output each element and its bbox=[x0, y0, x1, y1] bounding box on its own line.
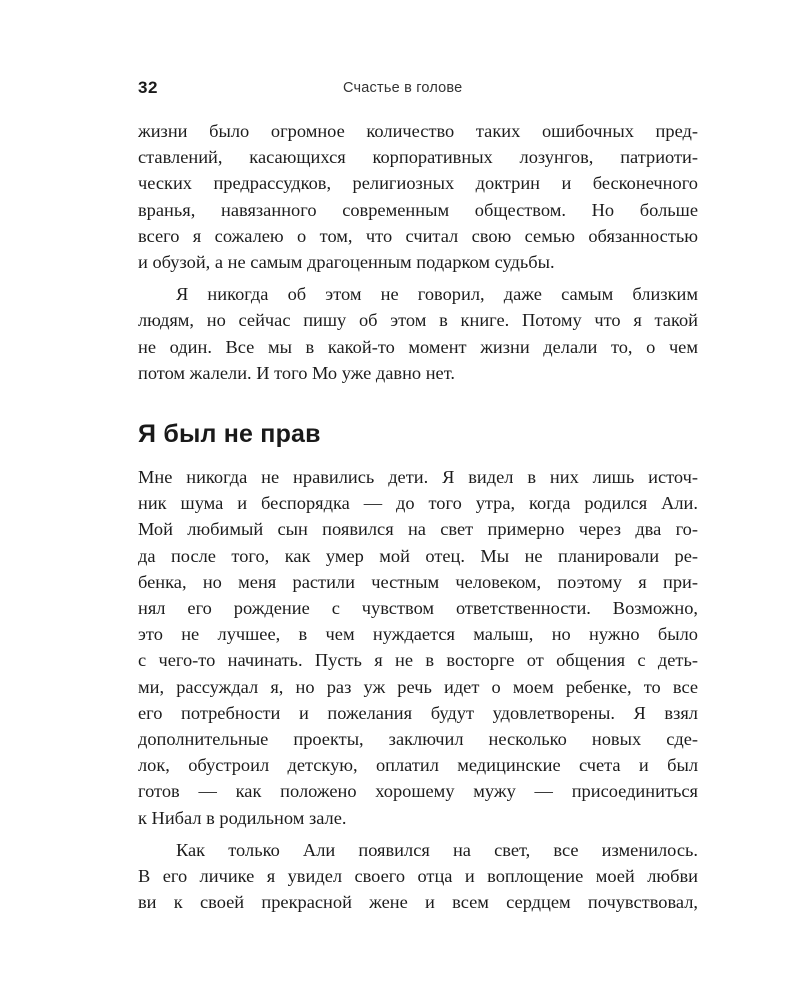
text-line: всего я сожалею о том, что считал свою семью обязанностью bbox=[138, 225, 698, 246]
running-header bbox=[138, 78, 698, 102]
paragraph-intro-2 bbox=[138, 281, 698, 386]
text-line: ческих предрассудков, религиозных доктрин и бесконечного bbox=[138, 173, 698, 194]
text-line: Мне никогда не нравились дети. Я видел в них лишь источ- bbox=[138, 467, 698, 487]
text-line: В его личике я увидел своего отца и воплощение моей любви bbox=[138, 866, 698, 887]
section-text-block bbox=[138, 464, 698, 915]
text-line: потом жалели. И того Мо уже давно нет. bbox=[138, 362, 455, 383]
text-line: дополнительные проекты, заключил несколько новых сде- bbox=[138, 729, 698, 750]
text-line: ви к своей прекрасной жене и всем сердцем почувствовал, bbox=[138, 892, 698, 913]
section-heading: Я был не прав bbox=[138, 420, 321, 448]
text-line: это не лучшее, в чем нуждается малыш, но нужно было bbox=[138, 624, 698, 645]
text-line: к Нибал в родильном зале. bbox=[138, 807, 347, 828]
text-line: и обузой, а не самым драгоценным подарком судьбы. bbox=[138, 252, 555, 273]
text-line: готов — как положено хорошему мужу — присоединиться bbox=[138, 781, 698, 802]
paragraph-intro-1 bbox=[138, 118, 698, 275]
text-line: ник шума и беспорядка — до того утра, когда родился Али. bbox=[138, 493, 698, 514]
text-line: жизни было огромное количество таких ошибочных пред- bbox=[138, 121, 698, 141]
text-line: не один. Все мы в какой-то момент жизни делали то, о чем bbox=[138, 336, 698, 357]
text-line: нял его рождение с чувством ответственности. Возможно, bbox=[138, 598, 698, 619]
text-line: бенка, но меня растили честным человеком, поэтому я при- bbox=[138, 571, 698, 592]
intro-text-block bbox=[138, 118, 698, 386]
paragraph-section-2 bbox=[138, 837, 698, 916]
text-line: его потребности и пожелания будут удовлетворены. Я взял bbox=[138, 702, 698, 723]
text-line: с чего-то начинать. Пусть я не в восторге от общения с деть- bbox=[138, 650, 698, 671]
text-line: Мой любимый сын появился на свет примерно через два го- bbox=[138, 519, 698, 540]
paragraph-section-1 bbox=[138, 464, 698, 831]
book-page bbox=[138, 0, 698, 1000]
text-line: лок, обустроил детскую, оплатил медицинские счета и был bbox=[138, 755, 698, 776]
text-line: людям, но сейчас пишу об этом в книге. Потому что я такой bbox=[138, 310, 698, 331]
text-line: ставлений, касающихся корпоративных лозунгов, патриоти- bbox=[138, 147, 698, 168]
text-line: Как только Али появился на свет, все изменилось. bbox=[176, 839, 698, 860]
text-line: ми, рассуждал я, но раз уж речь идет о моем ребенке, то все bbox=[138, 676, 698, 697]
page-number: 32 bbox=[138, 78, 158, 97]
text-line: вранья, навязанного современным обществом. Но больше bbox=[138, 199, 698, 220]
book-title: Счастье в голове bbox=[343, 80, 463, 96]
text-line: да после того, как умер мой отец. Мы не планировали ре- bbox=[138, 545, 698, 566]
text-line: Я никогда об этом не говорил, даже самым близким bbox=[176, 284, 698, 305]
